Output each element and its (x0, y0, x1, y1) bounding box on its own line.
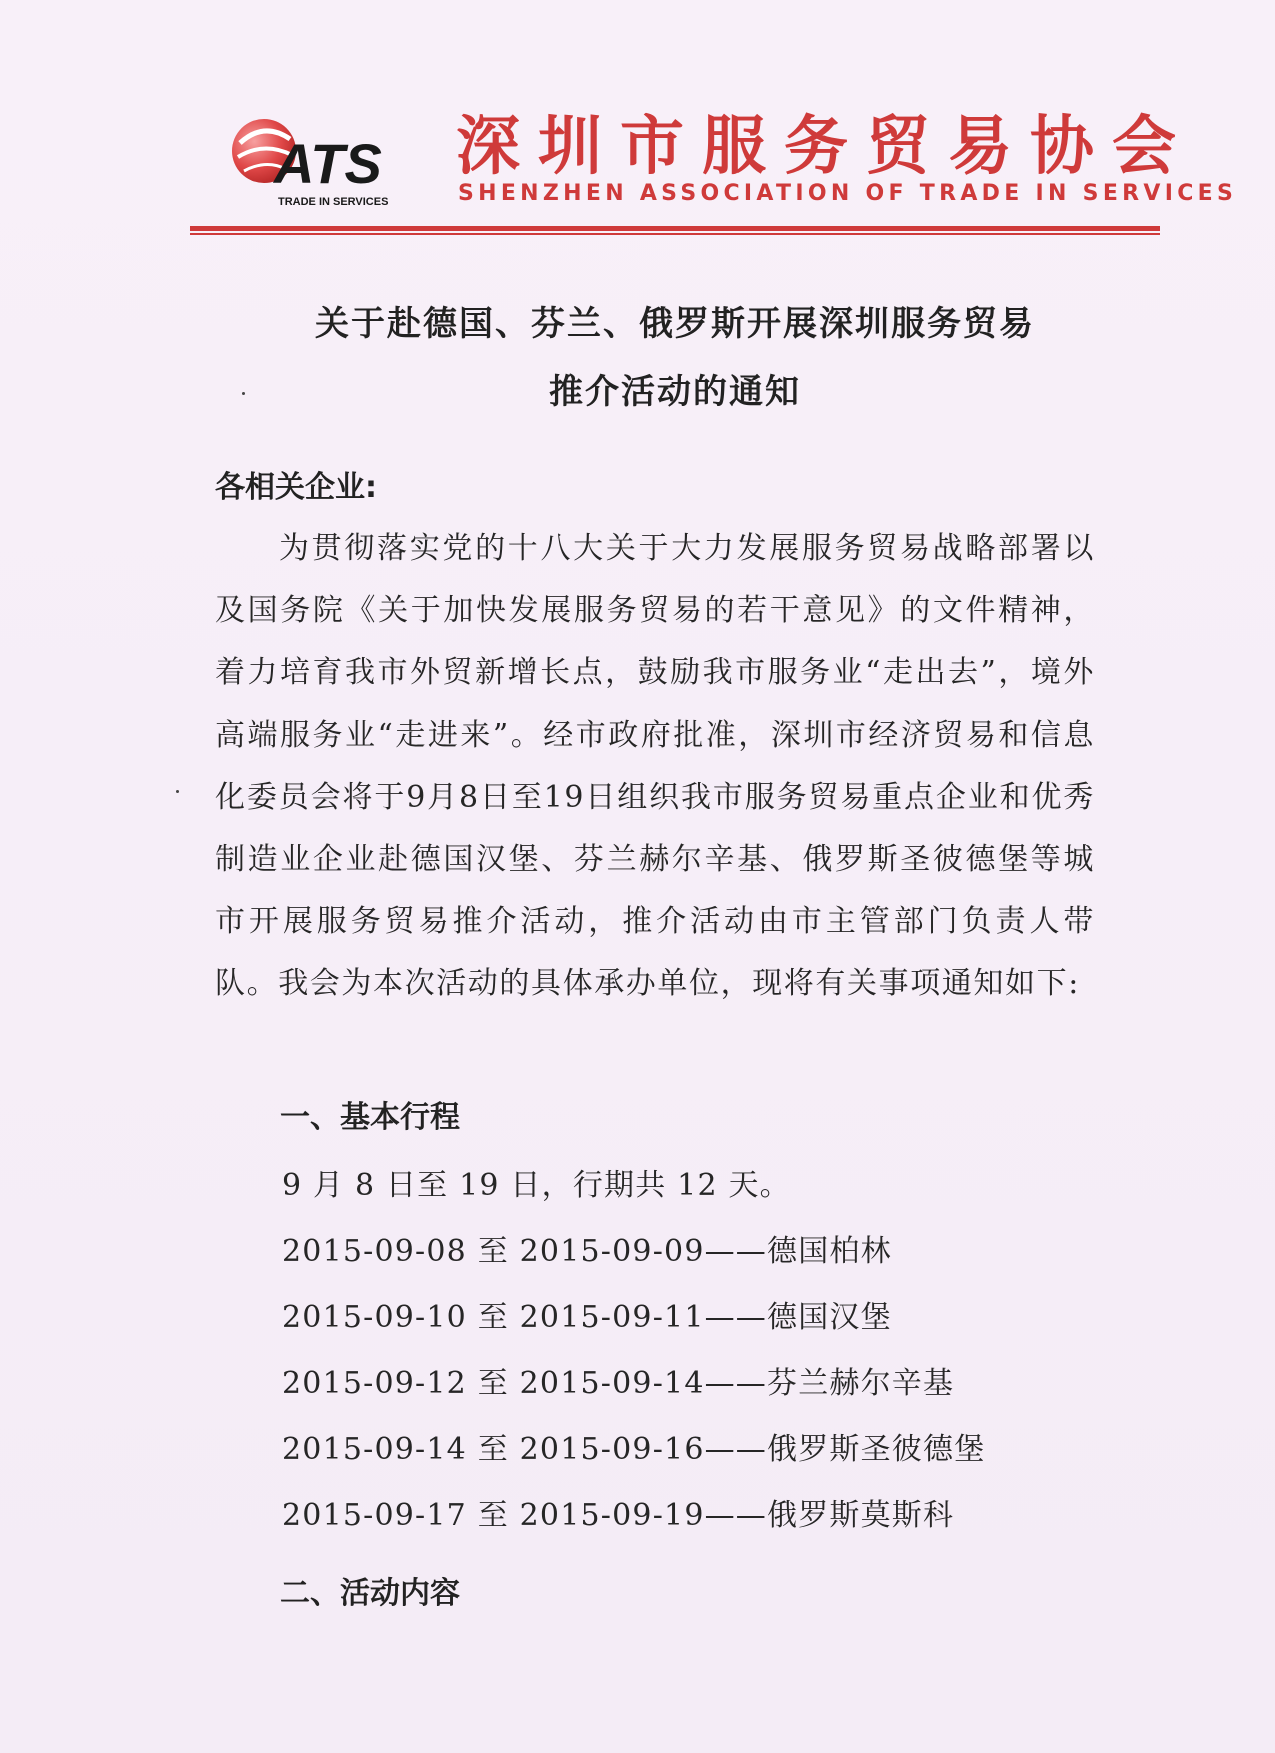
section-heading-activities: 二、活动内容 (280, 1576, 460, 1611)
itinerary-item: 2015-09-10 至 2015-09-11——德国汉堡 (282, 1300, 892, 1335)
letterhead-rule-thick (190, 226, 1160, 231)
itinerary-item: 2015-09-12 至 2015-09-14——芬兰赫尔辛基 (282, 1366, 955, 1401)
svg-text:ATS: ATS (274, 132, 382, 195)
org-name-cn: 深圳市服务贸易协会 (456, 110, 1194, 184)
salutation: 各相关企业: (215, 470, 377, 505)
scan-speck (176, 790, 179, 793)
itinerary-item: 2015-09-17 至 2015-09-19——俄罗斯莫斯科 (282, 1498, 955, 1533)
document-title-line1: 关于赴德国、芬兰、俄罗斯开展深圳服务贸易 (315, 304, 1035, 344)
section-heading-itinerary: 一、基本行程 (280, 1100, 460, 1135)
scan-speck (242, 392, 245, 395)
itinerary-summary: 9 月 8 日至 19 日，行期共 12 天。 (282, 1168, 791, 1203)
ats-logo (228, 113, 428, 223)
body-paragraph: 为贯彻落实党的十八大关于大力发展服务贸易战略部署以及国务院《关于加快发展服务贸易的若干意见》的文件精神，着力培育我市外贸新增长点，鼓励我市服务业“走出去”，境外高端服务业“走进来”。经市政府批准，深圳市经济贸易和信息化委员会将于9月8日至19日组织我市服务贸易重点企业和优秀制造业企业赴德国汉堡、芬兰赫尔辛基、俄罗斯圣彼德堡等城市开展服务贸易推介活动，推介活动由市主管部门负责人带队。我会为本次活动的具体承办单位，现将有关事项通知如下: (215, 531, 1095, 1002)
org-name-en: SHENZHEN ASSOCIATION OF TRADE IN SERVICES (458, 181, 1238, 206)
svg-text:TRADE IN SERVICES: TRADE IN SERVICES (278, 196, 389, 208)
letterhead (228, 108, 1238, 238)
document-title-line2: 推介活动的通知 (549, 372, 801, 412)
itinerary-item: 2015-09-08 至 2015-09-09——德国柏林 (282, 1234, 892, 1269)
letterhead-rule-thin (190, 233, 1160, 235)
itinerary-item: 2015-09-14 至 2015-09-16——俄罗斯圣彼德堡 (282, 1432, 986, 1467)
